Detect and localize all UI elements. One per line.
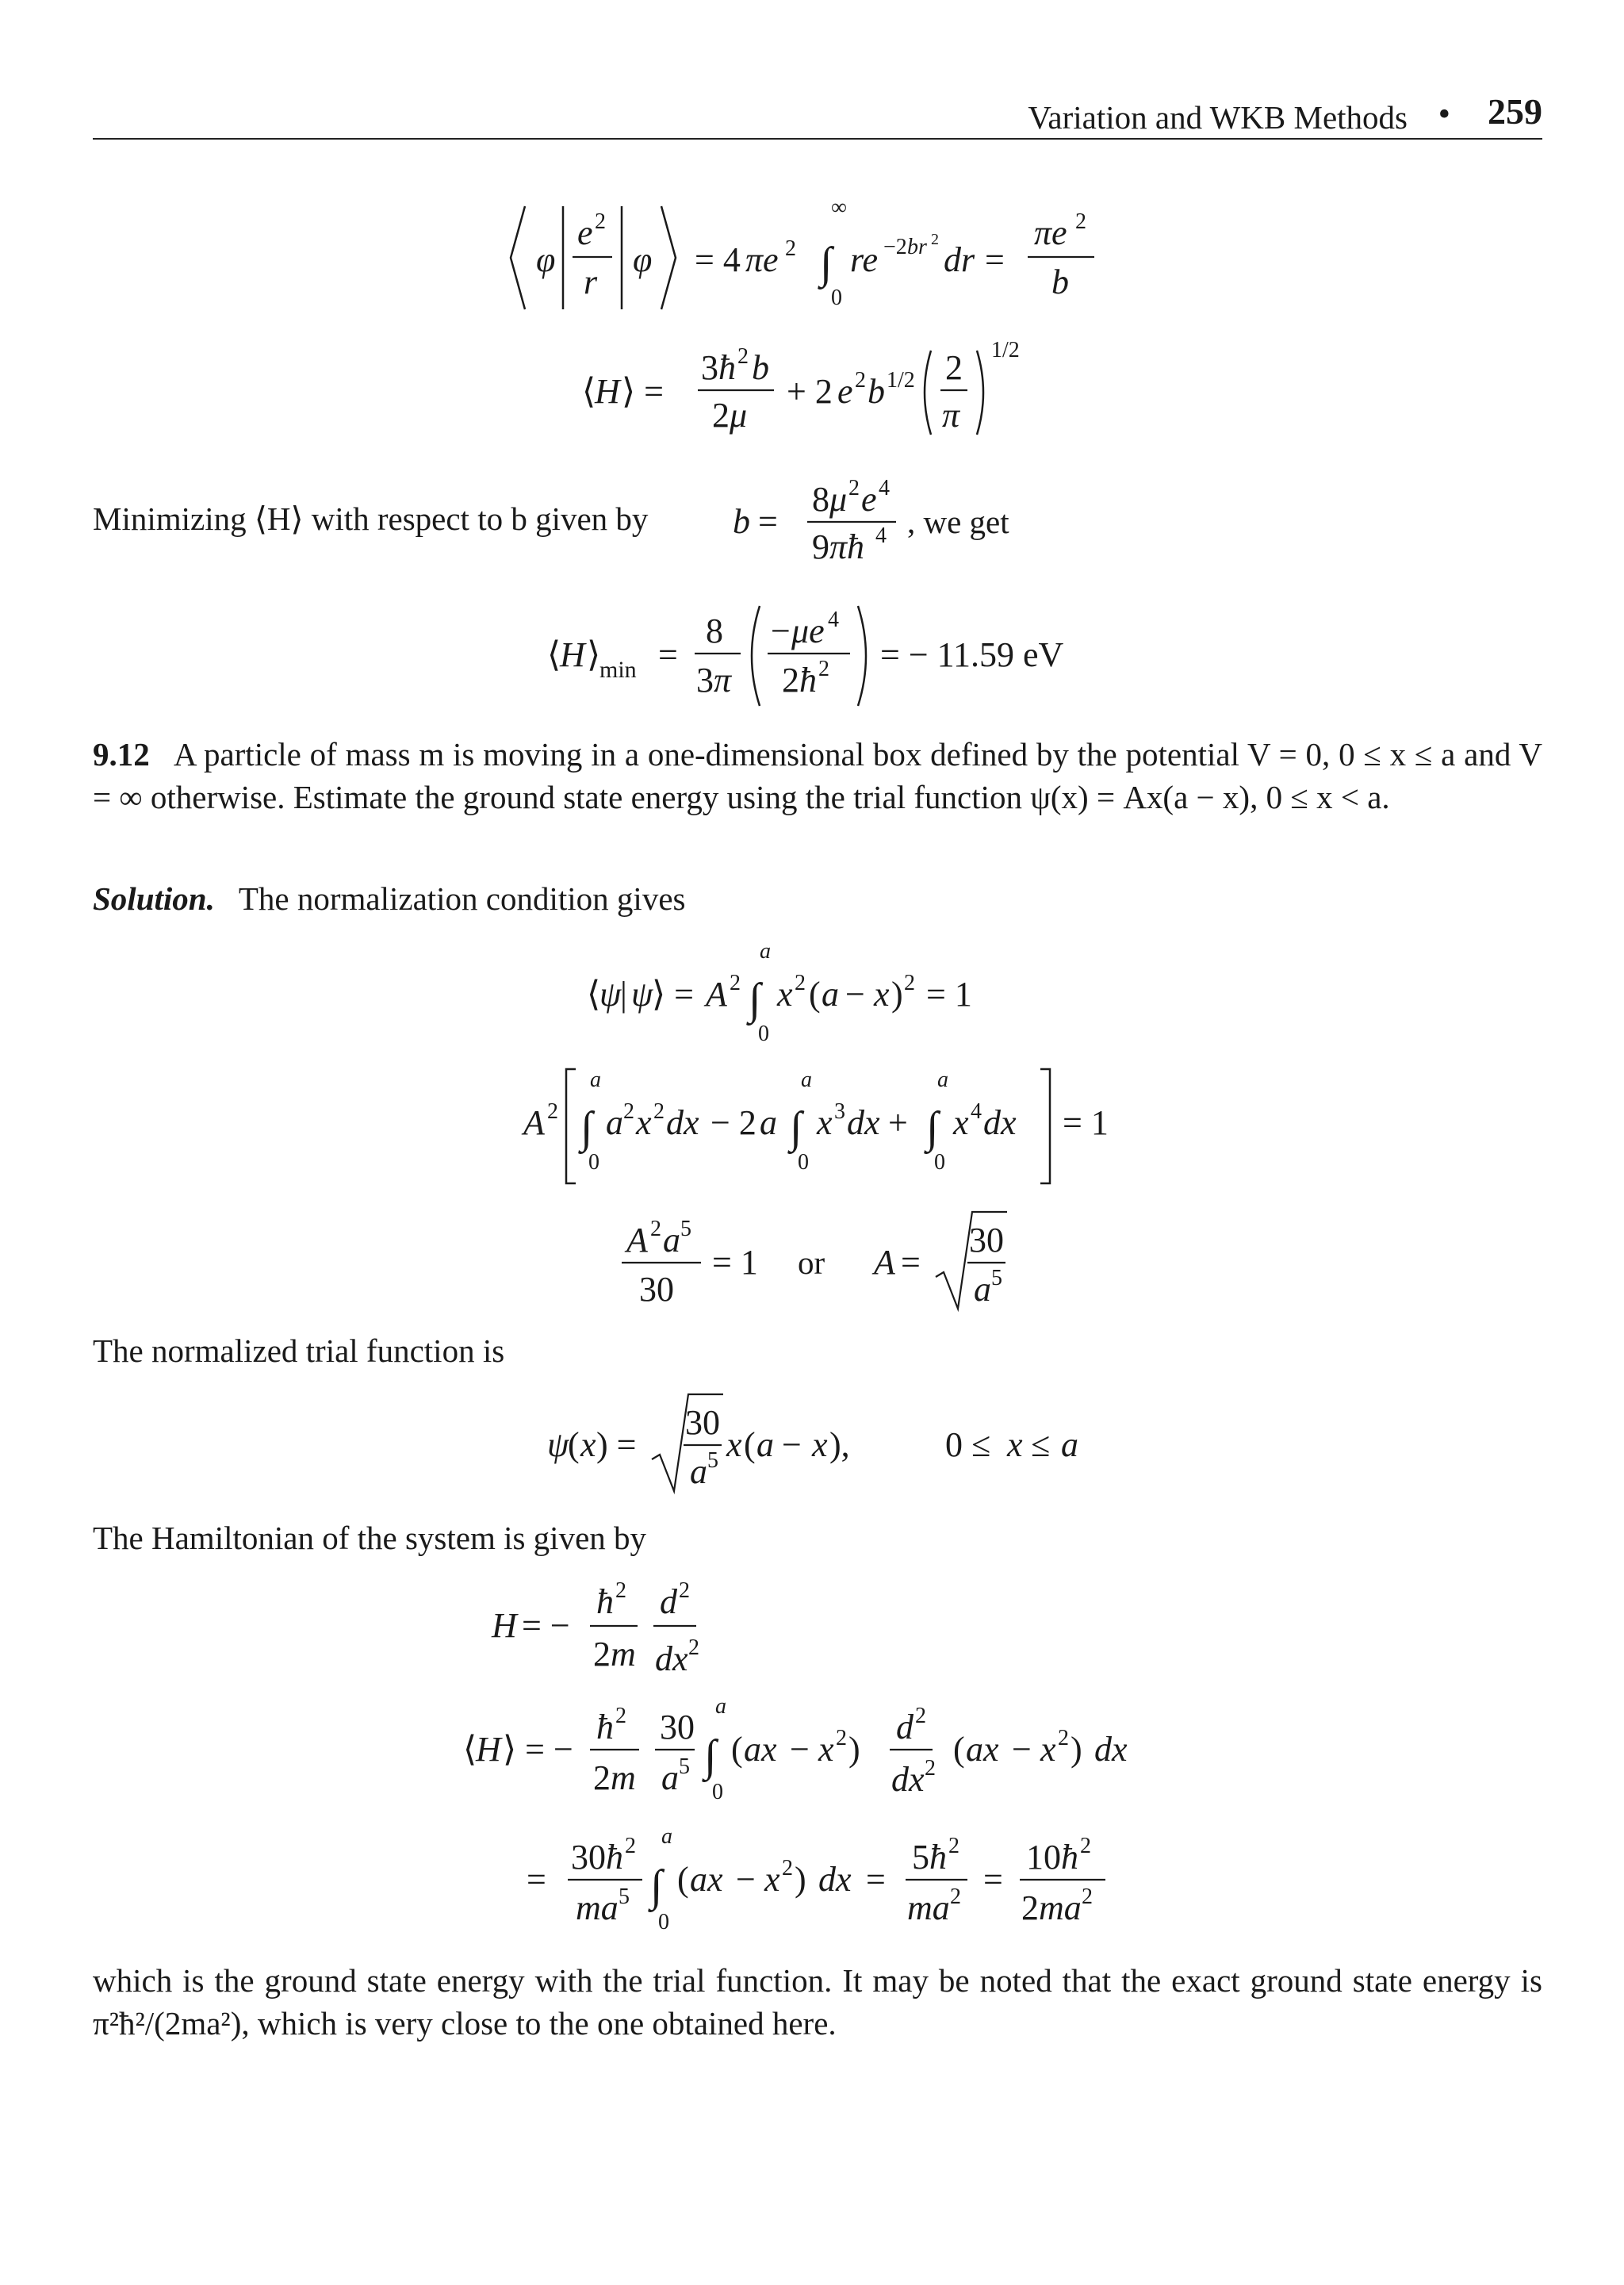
svg-text:|: | (620, 975, 627, 1014)
problem-number: 9.12 (93, 736, 150, 773)
svg-text:2: 2 (1080, 1834, 1091, 1858)
svg-text:π: π (942, 396, 960, 435)
svg-text:2: 2 (625, 1834, 636, 1858)
svg-text:0: 0 (588, 1150, 599, 1175)
equation-H-result (527, 1824, 1129, 1943)
svg-text:2: 2 (782, 1856, 793, 1881)
svg-text:= 4: = 4 (695, 240, 741, 279)
normalized-text: The normalized trial function is (93, 1332, 505, 1369)
equation-expanded (523, 1063, 1126, 1190)
svg-text:a: a (661, 1758, 679, 1797)
svg-text:0: 0 (758, 1022, 769, 1046)
svg-text:= 1: = 1 (926, 975, 972, 1014)
svg-text:= 1: = 1 (1063, 1103, 1109, 1142)
equation-H-expectation (582, 333, 1042, 444)
svg-text:b: b (1051, 263, 1069, 301)
svg-text:2: 2 (945, 348, 963, 387)
svg-text:x: x (953, 1103, 969, 1142)
svg-text:d: d (660, 1582, 677, 1621)
svg-text:∫: ∫ (650, 1861, 663, 1911)
svg-text:=: = (527, 1860, 546, 1899)
solution-intro-text: The normalization condition gives (238, 880, 686, 917)
svg-text:ħ: ħ (596, 1582, 614, 1621)
svg-text:2: 2 (593, 1758, 611, 1797)
svg-text:),: ), (829, 1425, 850, 1464)
svg-text:4: 4 (828, 608, 839, 632)
svg-text:=: = (866, 1860, 886, 1899)
svg-text:3: 3 (696, 661, 714, 700)
svg-text:2: 2 (915, 1704, 926, 1728)
svg-text:2: 2 (848, 476, 860, 500)
svg-text:2: 2 (595, 209, 606, 234)
svg-text:5: 5 (912, 1838, 929, 1877)
svg-text:⟨: ⟨ (463, 1730, 477, 1769)
svg-text:0: 0 (712, 1780, 723, 1804)
svg-text:2: 2 (623, 1099, 634, 1124)
svg-text:∫: ∫ (820, 239, 833, 288)
svg-text:2: 2 (547, 1099, 558, 1124)
running-title: Variation and WKB Methods (1028, 99, 1408, 136)
svg-text:ħ: ħ (606, 1838, 623, 1877)
svg-text:φ: φ (536, 240, 556, 279)
svg-text:2: 2 (688, 1635, 699, 1660)
svg-text:2: 2 (818, 657, 829, 681)
svg-text:A: A (523, 1103, 545, 1142)
svg-text:1/2: 1/2 (991, 338, 1020, 362)
svg-text:−: − (736, 1860, 756, 1899)
svg-text:30: 30 (660, 1708, 695, 1746)
svg-text:ψ: ψ (599, 975, 622, 1014)
svg-text:2: 2 (948, 1834, 959, 1858)
svg-text:πe: πe (1034, 213, 1067, 252)
svg-text:a: a (801, 1068, 812, 1092)
svg-text:): ) (848, 1730, 860, 1769)
svg-text:2: 2 (712, 396, 730, 435)
svg-text:2: 2 (836, 1726, 847, 1750)
svg-text:d: d (896, 1708, 914, 1746)
hamiltonian-text: The Hamiltonian of the system is given by (93, 1520, 647, 1556)
equation-phi-expectation (508, 195, 1126, 317)
svg-text:30: 30 (685, 1403, 720, 1442)
svg-text:a: a (663, 1221, 680, 1259)
svg-text:dx: dx (891, 1760, 925, 1799)
svg-text:a: a (690, 1452, 707, 1491)
page-number: 259 (1488, 91, 1542, 132)
svg-text:⟨: ⟨ (582, 372, 596, 411)
svg-text:− 2: − 2 (710, 1103, 756, 1142)
svg-text:5: 5 (991, 1266, 1002, 1290)
svg-text:8: 8 (706, 612, 723, 650)
svg-text:2: 2 (679, 1578, 690, 1603)
svg-text:0 ≤: 0 ≤ (945, 1425, 991, 1464)
svg-text:a: a (661, 1824, 672, 1849)
equation-hamiltonian (492, 1578, 745, 1689)
svg-text:dx: dx (818, 1860, 852, 1899)
svg-text:2: 2 (782, 661, 799, 700)
svg-text:μe: μe (791, 612, 825, 650)
svg-text:ma: ma (1039, 1888, 1082, 1927)
svg-text:5: 5 (707, 1448, 718, 1473)
svg-text:φ: φ (633, 240, 653, 279)
equation-normalized-psi (547, 1390, 1118, 1501)
svg-text:): ) (891, 975, 903, 1014)
svg-text:or: or (798, 1244, 825, 1281)
svg-text:e: e (861, 480, 877, 519)
svg-text:x: x (812, 1425, 828, 1464)
svg-text:a: a (822, 975, 839, 1014)
svg-text:ax: ax (966, 1730, 999, 1769)
svg-text:e: e (577, 213, 593, 252)
svg-text:2: 2 (950, 1884, 961, 1909)
svg-text:ħ: ħ (718, 348, 736, 387)
svg-text:9: 9 (812, 527, 829, 566)
svg-text:a: a (590, 1068, 601, 1092)
svg-text:=: = (985, 240, 1005, 279)
svg-text:ma: ma (576, 1888, 619, 1927)
svg-text:dx: dx (666, 1103, 699, 1142)
b-value-fraction (733, 466, 1034, 569)
svg-text:5: 5 (619, 1884, 630, 1909)
svg-text:H: H (492, 1606, 517, 1645)
svg-text:min: min (599, 657, 637, 683)
svg-text:2: 2 (737, 344, 749, 369)
svg-text:a: a (974, 1270, 991, 1309)
svg-text:a: a (715, 1694, 726, 1719)
svg-text:x: x (818, 1730, 834, 1769)
svg-text:b: b (752, 348, 769, 387)
svg-text:4: 4 (971, 1099, 982, 1124)
svg-text:x: x (777, 975, 793, 1014)
svg-text:π: π (714, 661, 732, 700)
svg-text:dx: dx (1094, 1730, 1128, 1769)
svg-text:∫: ∫ (749, 975, 761, 1024)
svg-text:5: 5 (679, 1754, 690, 1779)
svg-text:=: = (901, 1243, 921, 1282)
svg-text:x: x (580, 1425, 596, 1464)
svg-text:x: x (817, 1103, 833, 1142)
problem-text: A particle of mass m is moving in a one-dimensional box defined by the potential V = 0, 0 ≤ x ≤ a and V = ∞ otherwise. Estimate the ground state energy using the trial function ψ(x) = Ax(a − x), 0 ≤ x < a. (93, 736, 1542, 815)
svg-text:x: x (636, 1103, 652, 1142)
svg-text:m: m (611, 1635, 636, 1673)
svg-text:2: 2 (904, 971, 915, 995)
svg-text:= 1: = 1 (712, 1243, 758, 1282)
svg-text:−: − (771, 612, 791, 650)
svg-text:−: − (782, 1425, 802, 1464)
svg-text:, we get: , we get (907, 504, 1009, 540)
svg-text:0: 0 (831, 286, 842, 310)
equation-normalization-constant (619, 1207, 1031, 1318)
equation-H-min (547, 596, 1118, 715)
svg-text:∫: ∫ (704, 1731, 717, 1781)
svg-text:2: 2 (1058, 1726, 1069, 1750)
svg-text:30: 30 (571, 1838, 606, 1877)
svg-text:−: − (1012, 1730, 1032, 1769)
problem-9-12 (93, 733, 1542, 819)
svg-text:=: = (983, 1860, 1003, 1899)
solution-label: Solution. (93, 880, 215, 917)
svg-text:2: 2 (785, 236, 796, 261)
svg-text:H: H (560, 635, 585, 674)
svg-text:≤: ≤ (1031, 1425, 1051, 1464)
svg-text:−: − (790, 1730, 810, 1769)
svg-text:⟩ = −: ⟩ = − (503, 1730, 573, 1769)
svg-text:0: 0 (798, 1150, 809, 1175)
svg-text:ax: ax (690, 1860, 723, 1899)
svg-text:+ 2: + 2 (787, 372, 833, 411)
svg-text:b: b (733, 502, 750, 541)
svg-text:A: A (874, 1243, 895, 1282)
svg-text:2: 2 (593, 1635, 611, 1673)
svg-text:) =: ) = (596, 1425, 637, 1464)
svg-text:2: 2 (855, 368, 866, 393)
svg-text:b: b (868, 372, 885, 411)
svg-text:a: a (760, 1103, 777, 1142)
svg-text:3: 3 (701, 348, 718, 387)
svg-text:(: ( (744, 1425, 756, 1464)
svg-text:H: H (476, 1730, 501, 1769)
svg-text:∞: ∞ (831, 195, 847, 220)
svg-text:+: + (888, 1103, 908, 1142)
svg-text:8: 8 (812, 480, 829, 519)
svg-text:= −: = − (522, 1606, 570, 1645)
svg-text:a: a (606, 1103, 623, 1142)
svg-text:2: 2 (925, 1756, 936, 1781)
solution-intro (93, 877, 1542, 920)
svg-text:ψ: ψ (547, 1425, 569, 1464)
svg-text:dx: dx (655, 1639, 688, 1678)
svg-text:(: ( (953, 1730, 965, 1769)
svg-text:1/2: 1/2 (887, 368, 915, 393)
svg-text:2: 2 (653, 1099, 665, 1124)
svg-text:(: ( (809, 975, 821, 1014)
svg-text:μ: μ (829, 480, 848, 519)
svg-text:a: a (756, 1425, 774, 1464)
svg-text:⟩ =: ⟩ = (652, 975, 694, 1014)
header-bullet: • (1438, 94, 1450, 133)
svg-text:2: 2 (615, 1704, 626, 1728)
conclusion-paragraph: which is the ground state energy with the trial function. It may be noted that the exact ground state energy is π²ħ²/(2ma²), which is very close to the one obtained here. (93, 1962, 1542, 2042)
svg-text:dr: dr (944, 240, 975, 279)
svg-text:ħ: ħ (929, 1838, 947, 1877)
svg-text:a: a (1061, 1425, 1078, 1464)
equation-H-integral (463, 1694, 1177, 1813)
svg-text:dx: dx (983, 1103, 1017, 1142)
svg-text:x: x (764, 1860, 780, 1899)
svg-text:re: re (850, 240, 879, 279)
svg-text:2: 2 (1075, 209, 1086, 234)
svg-text:−: − (845, 975, 865, 1014)
svg-text:x: x (874, 975, 890, 1014)
svg-text:x: x (1007, 1425, 1023, 1464)
svg-text:30: 30 (969, 1221, 1004, 1259)
svg-text:=: = (658, 635, 678, 674)
svg-text:30: 30 (639, 1270, 674, 1309)
svg-text:x: x (726, 1425, 742, 1464)
svg-text:): ) (795, 1860, 806, 1899)
svg-text:e: e (837, 372, 853, 411)
svg-text:=: = (758, 502, 778, 541)
svg-text:ax: ax (744, 1730, 777, 1769)
svg-text:∫: ∫ (580, 1103, 593, 1152)
svg-text:ma: ma (907, 1888, 950, 1927)
svg-text:0: 0 (658, 1910, 669, 1934)
svg-text:ψ: ψ (631, 975, 653, 1014)
svg-text:4: 4 (875, 523, 887, 548)
svg-text:a: a (937, 1068, 948, 1092)
svg-text:dx: dx (847, 1103, 880, 1142)
svg-text:10: 10 (1026, 1838, 1061, 1877)
svg-text:(: ( (731, 1730, 743, 1769)
svg-text:2: 2 (615, 1578, 626, 1603)
svg-text:m: m (611, 1758, 636, 1797)
svg-text:5: 5 (680, 1217, 691, 1241)
svg-text:r: r (584, 263, 598, 301)
svg-text:ħ: ħ (596, 1708, 614, 1746)
svg-text:⟨: ⟨ (547, 635, 561, 674)
svg-text:br: br (907, 235, 927, 259)
svg-text:2: 2 (730, 971, 741, 995)
svg-text:∫: ∫ (926, 1103, 939, 1152)
svg-text:a: a (760, 939, 771, 964)
svg-text:2: 2 (931, 231, 939, 248)
svg-text:0: 0 (934, 1150, 945, 1175)
svg-text:πħ: πħ (829, 527, 865, 566)
svg-text:−2: −2 (883, 235, 907, 259)
page-header (93, 89, 1542, 140)
equation-normalization (587, 941, 1031, 1044)
svg-text:4: 4 (879, 476, 890, 500)
svg-text:3: 3 (834, 1099, 845, 1124)
svg-text:ħ: ħ (799, 661, 817, 700)
minimizing-text: Minimizing ⟨H⟩ with respect to b given by (93, 500, 649, 537)
svg-text:A: A (626, 1221, 648, 1259)
svg-text:(: ( (568, 1425, 580, 1464)
svg-text:∫: ∫ (790, 1103, 802, 1152)
svg-text:μ: μ (730, 396, 748, 435)
svg-text:H: H (595, 372, 620, 411)
svg-text:): ) (1071, 1730, 1082, 1769)
svg-text:ħ: ħ (1061, 1838, 1078, 1877)
svg-text:2: 2 (1021, 1888, 1039, 1927)
svg-text:πe: πe (745, 240, 779, 279)
svg-text:⟩ =: ⟩ = (622, 372, 664, 411)
svg-text:A: A (706, 975, 727, 1014)
svg-text:⟨: ⟨ (587, 975, 601, 1014)
svg-text:⟩: ⟩ (587, 635, 601, 674)
svg-text:= − 11.59 eV: = − 11.59 eV (880, 635, 1064, 674)
svg-text:2: 2 (1082, 1884, 1093, 1909)
svg-text:(: ( (677, 1860, 689, 1899)
svg-text:2: 2 (650, 1217, 661, 1241)
svg-text:2: 2 (795, 971, 806, 995)
svg-text:x: x (1040, 1730, 1056, 1769)
